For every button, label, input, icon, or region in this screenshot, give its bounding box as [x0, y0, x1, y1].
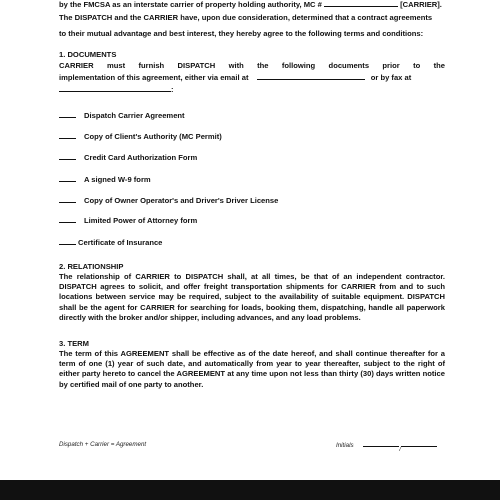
fax-blank	[59, 83, 171, 92]
mc-number-blank	[324, 0, 398, 7]
term-paragraph: The term of this AGREEMENT shall be effective as of the date hereof, and shall continue thereafter for a term of one (1) year of such date, and automatically from year to year thereafter, subject to the right of either party hereto to cancel the AGREEMENT at any time upon not less than thirty (30) days written notice by certified mail of one party to another.	[59, 349, 445, 389]
document-item-5	[59, 194, 278, 206]
documents-para-line-2-suffix: or by fax at	[370, 73, 412, 83]
initials-label: Initials	[336, 442, 354, 449]
bottom-bar	[0, 480, 500, 500]
documents-para-line-3	[59, 83, 445, 95]
document-item-4	[59, 173, 151, 185]
relationship-heading: 2. RELATIONSHIP	[59, 262, 124, 271]
initials-area	[336, 437, 437, 453]
documents-para-line-1: CARRIER must furnish DISPATCH with the following documents prior to the	[59, 61, 445, 70]
documents-heading: 1. DOCUMENTS	[59, 50, 117, 59]
document-item-7-label: Certificate of Insurance	[78, 238, 163, 247]
relationship-paragraph: The relationship of CARRIER to DISPATCH shall, at all times, be that of an independent contractor. DISPATCH agrees to solicit, and offer freight transportation shipments for CARRIER from and to such locations between service may be required, subject to the availability of suitable equipment. DISPATCH shall be the agent for CARRIER for searching for loads, booking them, dispatching, handle all paperwork directly with the broker and/or shipper, including advances, and any load problems.	[59, 272, 445, 322]
document-item-7-blank	[59, 236, 76, 245]
document-item-5-blank	[59, 194, 76, 203]
intro-line-1	[59, 0, 442, 10]
document-item-1	[59, 109, 185, 121]
document-item-6	[59, 214, 197, 226]
documents-para-line-2-prefix: implementation of this agreement, either via email at	[59, 73, 249, 83]
documents-para-line-2	[59, 71, 445, 83]
document-item-4-blank	[59, 173, 76, 182]
document-item-7	[59, 236, 162, 248]
document-item-5-label: Copy of Owner Operator's and Driver's Driver License	[84, 196, 279, 205]
initials-blank-2	[401, 437, 437, 447]
initials-separator: /	[399, 446, 402, 453]
document-item-6-blank	[59, 214, 76, 223]
documents-para-line-3-suffix: :	[171, 85, 174, 95]
document-item-6-label: Limited Power of Attorney form	[84, 216, 198, 225]
documents-paragraph	[59, 61, 445, 96]
document-item-2-blank	[59, 130, 76, 139]
email-blank	[257, 71, 365, 80]
document-item-3-label: Credit Card Authorization Form	[84, 153, 198, 162]
intro-line-2: The DISPATCH and the CARRIER have, upon due consideration, determined that a contract agreements	[59, 13, 433, 22]
footer-label: Dispatch + Carrier = Agreement	[59, 441, 147, 448]
document-item-3	[59, 151, 197, 163]
document-item-2	[59, 130, 222, 142]
document-item-2-label: Copy of Client's Authority (MC Permit)	[84, 132, 222, 141]
intro-line-1-prefix: by the FMCSA as an interstate carrier of property holding authority, MC #	[59, 0, 322, 9]
document-item-3-blank	[59, 151, 76, 160]
intro-line-1-suffix: [CARRIER].	[400, 0, 442, 9]
document-item-4-label: A signed W-9 form	[84, 175, 151, 184]
intro-line-3: to their mutual advantage and best interest, they hereby agree to the following terms and conditions:	[59, 29, 424, 38]
term-heading: 3. TERM	[59, 339, 89, 348]
initials-blank-1	[363, 437, 399, 447]
document-item-1-blank	[59, 109, 76, 118]
document-item-1-label: Dispatch Carrier Agreement	[84, 111, 185, 120]
